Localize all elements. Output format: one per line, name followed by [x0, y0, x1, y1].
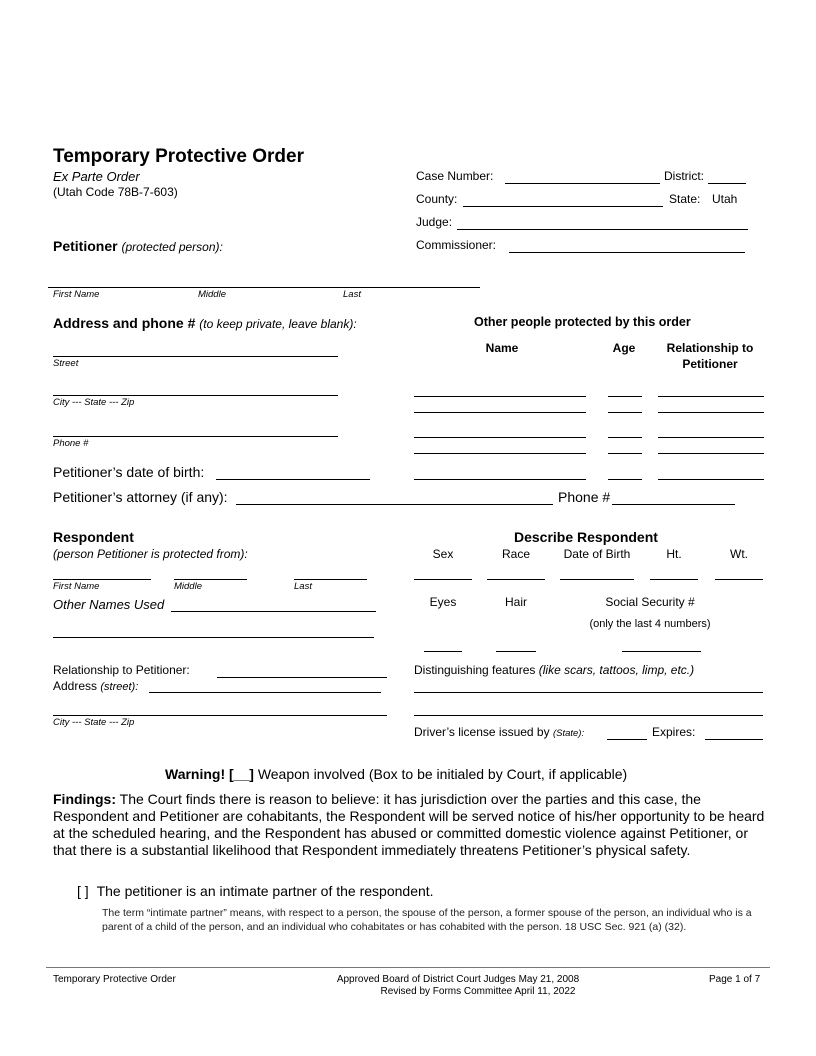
intimate-partner-text: The petitioner is an intimate partner of the respondent. — [96, 883, 434, 899]
respondent-first-name-label: First Name — [53, 581, 100, 592]
respondent-address-note: (street): — [100, 681, 139, 693]
respondent-city-label: City --- State --- Zip — [53, 717, 135, 728]
warning-text: Weapon involved (Box to be initialed by Court, if applicable) — [257, 766, 628, 782]
other-person-age-field[interactable] — [608, 396, 642, 397]
state-label: State: — [669, 192, 701, 206]
respondent-last-label: Last — [294, 581, 312, 592]
footer-revised: Revised by Forms Committee April 11, 2022 — [380, 986, 576, 997]
other-people-col-age: Age — [612, 341, 636, 355]
hair-field[interactable] — [496, 651, 536, 652]
county-field[interactable] — [463, 206, 663, 207]
height-field[interactable] — [650, 579, 698, 580]
features-note: (like scars, tattoos, limp, etc.) — [538, 663, 695, 677]
findings-label: Findings: — [53, 791, 116, 807]
phone-label: Phone # — [53, 438, 89, 449]
warning-line — [165, 766, 627, 782]
other-person-relationship-field[interactable] — [658, 396, 764, 397]
footer-left: Temporary Protective Order — [53, 974, 176, 985]
features-field[interactable] — [414, 692, 763, 693]
sex-field[interactable] — [414, 579, 472, 580]
address-note: (to keep private, leave blank): — [199, 317, 357, 331]
petitioner-note: (protected person): — [121, 240, 223, 254]
other-person-name-field[interactable] — [414, 453, 586, 454]
petitioner-heading — [53, 238, 223, 254]
street-label: Street — [53, 358, 79, 369]
other-people-title: Other people protected by this order — [474, 315, 691, 329]
respondent-address-heading — [53, 679, 138, 693]
ssn-field[interactable] — [622, 651, 701, 652]
other-names-field-2[interactable] — [53, 637, 374, 638]
case-number-label: Case Number: — [416, 169, 494, 183]
expires-field[interactable] — [705, 739, 763, 740]
warning-label[interactable]: Warning! [__] — [165, 766, 254, 782]
other-people-col-relationship-2: Petitioner — [682, 357, 738, 371]
state-value: Utah — [712, 192, 738, 206]
describe-ssn-label: Social Security # — [605, 595, 695, 609]
respondent-last-name-field[interactable] — [294, 579, 367, 580]
eyes-field[interactable] — [424, 651, 462, 652]
other-people-col-name: Name — [485, 341, 519, 355]
commissioner-label: Commissioner: — [416, 238, 497, 252]
footer-divider — [46, 967, 770, 968]
respondent-city-field[interactable] — [53, 715, 387, 716]
other-person-name-field[interactable] — [414, 412, 586, 413]
attorney-phone-field[interactable] — [612, 504, 735, 505]
expires-label: Expires: — [652, 725, 696, 739]
relationship-label: Relationship to Petitioner: — [53, 663, 190, 677]
weight-field[interactable] — [715, 579, 763, 580]
petitioner-last-label: Last — [343, 289, 361, 300]
respondent-middle-label: Middle — [174, 581, 202, 592]
respondent-address-label: Address — [53, 679, 98, 693]
findings-text: The Court finds there is reason to believe: it has jurisdiction over the parties and this case, the Respondent and Petitioner are cohabitants, the Respondent will be served notice of his/her opportunity to be heard at the scheduled hearing, and the Respondent has abused or committed domestic violence against Petitioner, or that there is a substantial likelihood that Respondent immediately threatens Petitioner’s physical safety. — [53, 791, 765, 858]
other-person-relationship-field[interactable] — [658, 412, 764, 413]
other-person-relationship-field[interactable] — [658, 453, 764, 454]
other-names-label: Other Names Used — [53, 597, 165, 612]
attorney-phone-label: Phone # — [558, 489, 611, 505]
petitioner-attorney-field[interactable] — [236, 504, 553, 505]
county-label: County: — [416, 192, 458, 206]
other-person-age-field[interactable] — [608, 479, 642, 480]
intimate-partner-checkbox[interactable]: [ ] — [77, 883, 89, 899]
address-label: Address and phone # — [53, 315, 196, 331]
describe-ht-label: Ht. — [666, 547, 682, 561]
judge-label: Judge: — [416, 215, 453, 229]
features-field-2[interactable] — [414, 715, 763, 716]
other-person-age-field[interactable] — [608, 453, 642, 454]
describe-sex-label: Sex — [432, 547, 454, 561]
code-reference: (Utah Code 78B-7-603) — [53, 185, 178, 199]
intimate-partner-line — [77, 883, 434, 899]
petitioner-attorney-label: Petitioner’s attorney (if any): — [53, 489, 228, 505]
judge-field[interactable] — [457, 229, 748, 230]
petitioner-label: Petitioner — [53, 238, 118, 254]
subtitle: Ex Parte Order — [53, 169, 140, 184]
street-field[interactable] — [53, 356, 338, 357]
license-state-note: (State): — [552, 728, 585, 739]
city-state-zip-label: City --- State --- Zip — [53, 397, 135, 408]
race-field[interactable] — [487, 579, 545, 580]
features-label: Distinguishing features — [414, 663, 536, 677]
describe-title: Describe Respondent — [514, 529, 658, 545]
respondent-note: (person Petitioner is protected from): — [53, 547, 248, 561]
intimate-partner-definition: The term “intimate partner” means, with respect to a person, the spouse of the person, a former spouse of the person, an individual who is a parent of a child of the person, and an individual who cohabitates or has cohabited with the person. 18 USC Sec. 921 (a) (32). — [102, 907, 752, 933]
describe-race-label: Race — [501, 547, 530, 561]
respondent-middle-name-field[interactable] — [174, 579, 247, 580]
address-heading — [53, 315, 357, 331]
city-state-zip-field[interactable] — [53, 395, 338, 396]
petitioner-first-name-label: First Name — [53, 289, 100, 300]
commissioner-field[interactable] — [509, 252, 745, 253]
petitioner-dob-field[interactable] — [216, 479, 370, 480]
other-person-relationship-field[interactable] — [658, 437, 764, 438]
describe-eyes-label: Eyes — [429, 595, 457, 609]
petitioner-dob-label: Petitioner’s date of birth: — [53, 464, 205, 480]
footer-approved: Approved Board of District Court Judges May 21, 2008 — [336, 974, 580, 985]
describe-dob-label: Date of Birth — [563, 547, 631, 561]
other-person-relationship-field[interactable] — [658, 479, 764, 480]
other-person-name-field[interactable] — [414, 437, 586, 438]
other-person-age-field[interactable] — [608, 437, 642, 438]
phone-field[interactable] — [53, 436, 338, 437]
district-field[interactable] — [708, 183, 746, 184]
relationship-field[interactable] — [217, 677, 387, 678]
district-label: District: — [664, 169, 704, 183]
describe-ssn-note: (only the last 4 numbers) — [589, 618, 711, 630]
describe-wt-label: Wt. — [730, 547, 748, 561]
respondent-address-field[interactable] — [149, 692, 381, 693]
respondent-heading: Respondent — [53, 529, 134, 545]
petitioner-name-field[interactable] — [48, 287, 480, 288]
describe-hair-label: Hair — [504, 595, 527, 609]
respondent-dob-field[interactable] — [560, 579, 634, 580]
case-number-field[interactable] — [505, 183, 660, 184]
other-person-name-field[interactable] — [414, 479, 586, 480]
other-person-age-field[interactable] — [608, 412, 642, 413]
other-names-field[interactable] — [171, 611, 376, 612]
license-label: Driver’s license issued by — [414, 725, 550, 739]
page-title: Temporary Protective Order — [53, 146, 304, 167]
page-number: Page 1 of 7 — [709, 974, 761, 985]
petitioner-middle-label: Middle — [198, 289, 226, 300]
findings-paragraph — [53, 791, 765, 859]
respondent-first-name-field[interactable] — [53, 579, 151, 580]
other-people-col-relationship: Relationship to — [666, 341, 754, 355]
license-heading — [414, 725, 584, 739]
other-person-name-field[interactable] — [414, 396, 586, 397]
features-heading — [414, 663, 694, 677]
license-state-field[interactable] — [607, 739, 647, 740]
